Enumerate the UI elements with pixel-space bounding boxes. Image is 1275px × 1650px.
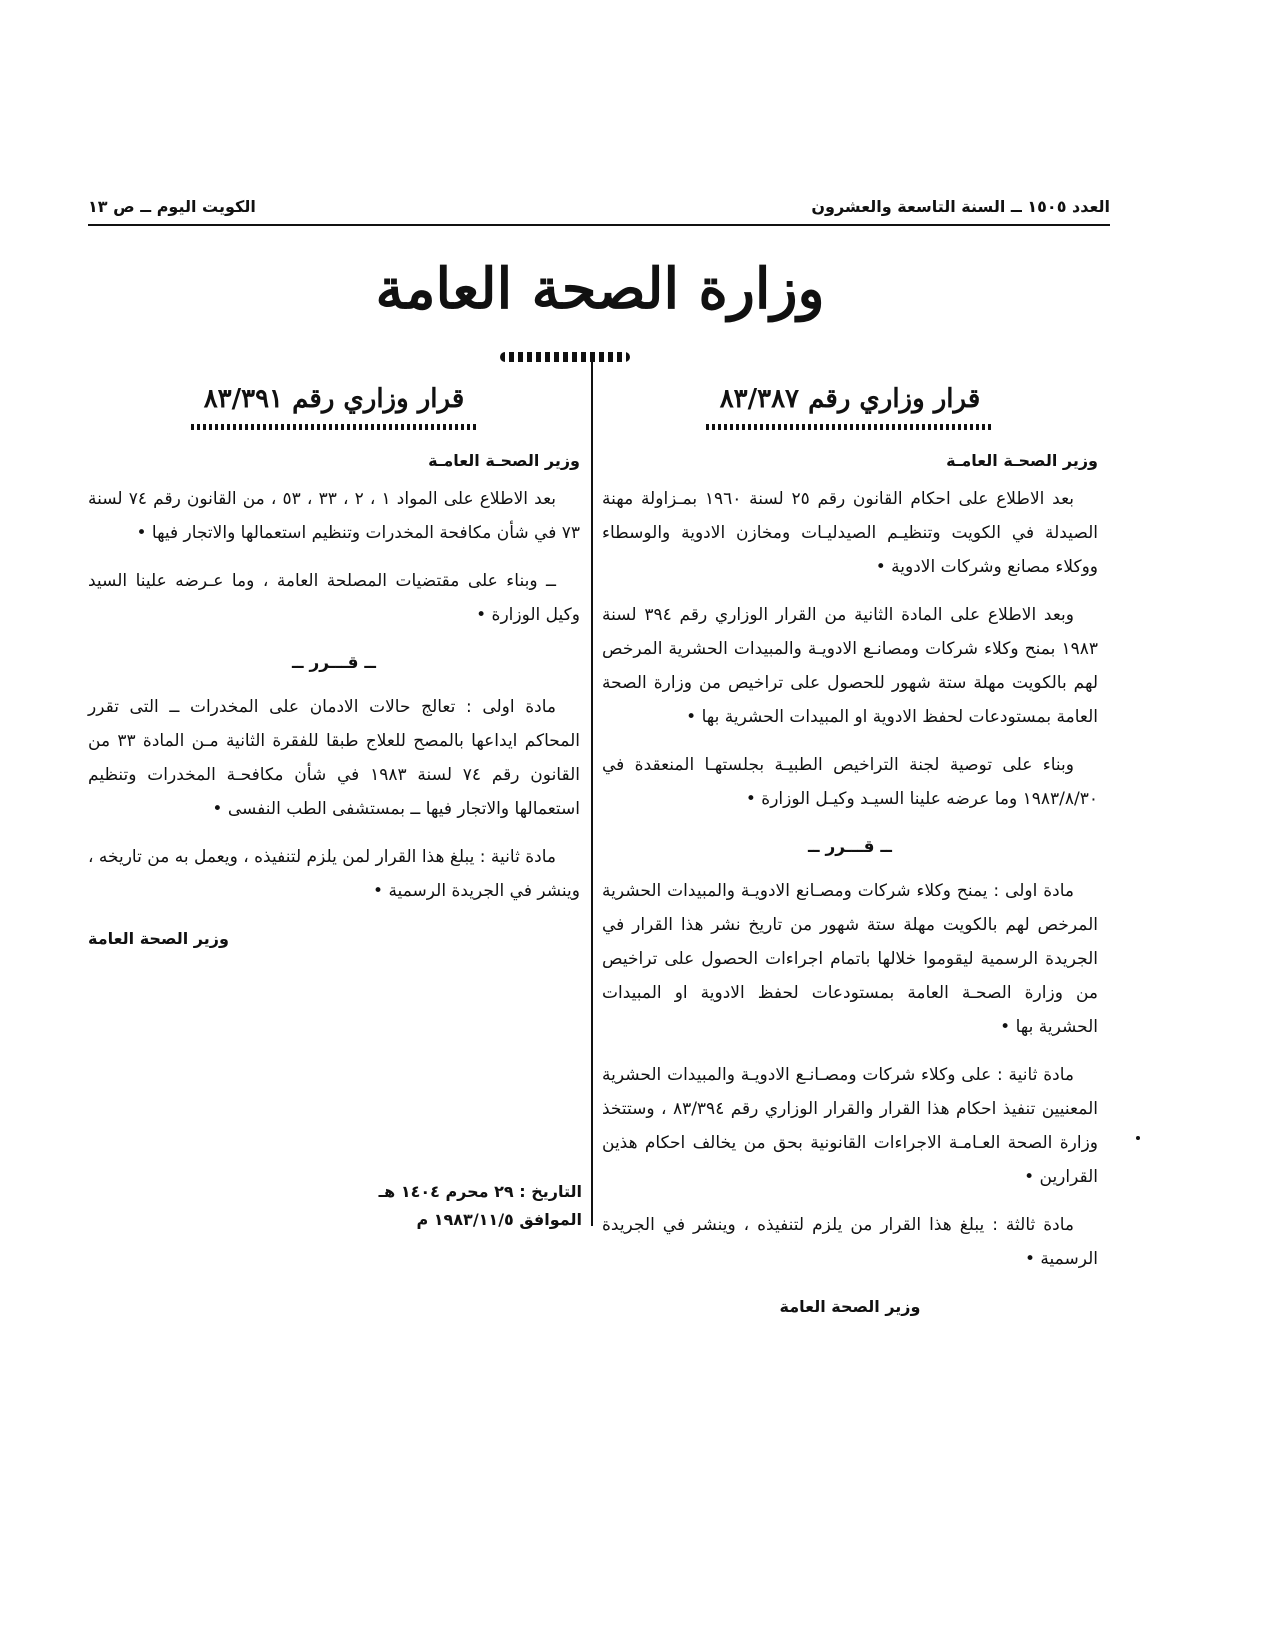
decree-387-column [602,378,1098,1324]
decree-391-preamble-1: بعد الاطلاع على المواد ١ ، ٢ ، ٣٣ ، ٥٣ ، من القانون رقم ٧٤ لسنة ٧٣ في شأن مكافحة المخدرات وتنظيم استعمالها والاتجار فيها • [88,489,580,543]
decree-387-signature: وزير الصحة العامة [779,1297,921,1316]
decree-387-title: قرار وزاري رقم ٨٣/٣٨٧ [719,384,981,414]
decree-391-article-2: مادة ثانية : يبلغ هذا القرار لمن يلزم لتنفيذه ، ويعمل به من تاريخه ، وينشر في الجريدة الرسمية • [88,847,580,901]
decree-391-article-1: مادة اولى : تعالج حالات الادمان على المخدرات ــ التى تقرر المحاكم ايداعها بالمصح للعلاج طبقا للفقرة الثانية مـن المادة ٣٣ من القانون رقم ٧٤ لسنة ١٩٨٣ في شأن مكافحـة المخدرات وتنظيم استعمالها والاتجار فيها ــ بمستشفى الطب النفسى • [88,697,580,819]
masthead-ornament [500,352,630,362]
decree-387-article-1: مادة اولى : يمنح وكلاء شركات ومصـانع الادويـة والمبيدات الحشرية المرخص لهم بالكويت مهلة ستة شهور من تاريخ نشر هذا القرار في الجريدة الرسمية ليقوموا خلالها باتمام اجراءات الحصول على تراخيص من وزارة الصحـة العامة بمستودعات لحفظ الادوية او المبيدات الحشرية بها • [602,881,1098,1037]
column-divider [591,358,593,1226]
ministry-masthead: وزارة الصحة العامة [375,256,825,322]
decree-387-preamble-2: وبعد الاطلاع على المادة الثانية من القرار الوزاري رقم ٣٩٤ لسنة ١٩٨٣ بمنح وكلاء شركات ومصانـع الادويـة والمبيدات الحشرية المرخص لهم بالكويت مهلة ستة شهور للحصول على تراخيص من وزارة الصحة العامة بمستودعات لحفظ الادوية او المبيدات الحشرية بها • [602,605,1098,727]
decree-391-issuer: وزير الصحـة العامـة [428,451,580,470]
hijri-date: التاريخ : ٢٩ محرم ١٤٠٤ هـ [378,1182,582,1201]
decree-391-column [88,378,580,956]
running-head [88,197,1110,216]
title-underline [706,424,994,430]
gregorian-date: الموافق ١٩٨٣/١١/٥ م [416,1210,582,1229]
header-rule [88,224,1110,226]
decree-dates [360,1178,582,1234]
decree-387-issuer: وزير الصحـة العامـة [946,451,1098,470]
decree-387-preamble-3: وبناء على توصية لجنة التراخيص الطبيـة بجلستهـا المنعقدة في ١٩٨٣/٨/٣٠ وما عرضه علينا السيـد وكيـل الوزارة • [602,755,1098,809]
decree-391-resolved: ــ قـــرر ــ [291,653,376,673]
decree-387-preamble-1: بعد الاطلاع على احكام القانون رقم ٢٥ لسنة ١٩٦٠ بمـزاولة مهنة الصيدلة في الكويت وتنظيـم الصيدليـات ومخازن الادوية والوسطاء ووكلاء مصانع وشركات الادوية • [602,489,1098,577]
decree-391-title: قرار وزاري رقم ٨٣/٣٩١ [203,384,465,414]
decree-387-article-2: مادة ثانية : على وكلاء شركات ومصـانـع الادويـة والمبيدات الحشرية المعنيين تنفيذ احكام هذا القرار والقرار الوزاري رقم ٨٣/٣٩٤ ، وستتخذ وزارة الصحة العـامـة الاجراءات القانونية بحق من يخالف احكام هذين القرارين • [602,1065,1098,1187]
decree-391-signature: وزير الصحة العامة [88,929,229,948]
decree-387-resolved: ــ قـــرر ــ [807,837,892,857]
decree-391-preamble-2: ــ وبناء على مقتضيات المصلحة العامة ، وما عـرضه علينا السيد وكيل الوزارة • [88,571,580,625]
decree-387-article-3: مادة ثالثة : يبلغ هذا القرار من يلزم لتنفيذه ، وينشر في الجريدة الرسمية • [602,1215,1098,1269]
scan-speck [1136,1136,1140,1140]
page-reference: الكويت اليوم ــ ص ١٣ [88,197,256,216]
issue-info: العدد ١٥٠٥ ــ السنة التاسعة والعشرون [811,197,1110,216]
title-underline [191,424,476,430]
